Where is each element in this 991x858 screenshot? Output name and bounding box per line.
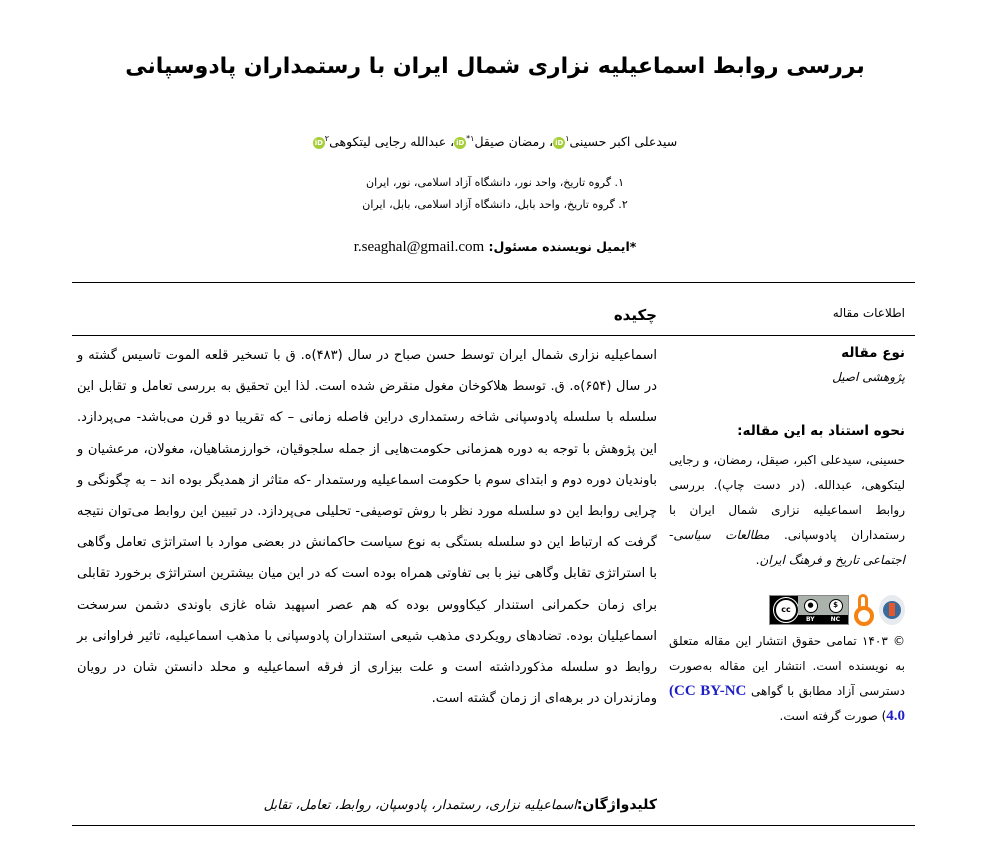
orcid-icon[interactable]: iD bbox=[456, 138, 465, 147]
citation-body: حسینی، سیدعلی اکبر، صیقل، رمضان، و رجایی لیتکوهی، عبدالله. (در دست چاپ). بررسی روابط اسماعیلیه نزاری شمال ایران با رستمداران پادوسپانی. bbox=[669, 453, 906, 542]
author-separator: ، bbox=[545, 134, 554, 150]
orcid-icon[interactable]: iD bbox=[555, 138, 564, 147]
crossmark-circle bbox=[883, 601, 901, 619]
author-name[interactable]: رمضان صیقل bbox=[474, 134, 546, 150]
article-type-value: پژوهشی اصیل bbox=[832, 370, 905, 384]
license-badges bbox=[669, 593, 905, 627]
open-access-icon[interactable] bbox=[853, 594, 875, 626]
affiliation-item: ۲. گروه تاریخ، واحد بابل، دانشگاه آزاد اسلامی، بابل، ایران bbox=[362, 198, 628, 211]
divider-bottom bbox=[72, 825, 915, 826]
orcid-icon[interactable]: iD bbox=[314, 138, 323, 147]
citation-end: . bbox=[755, 553, 760, 567]
cc-icons-strip bbox=[798, 596, 848, 615]
copyright-notice bbox=[669, 629, 905, 729]
author-affiliation-mark: ۱ bbox=[565, 134, 570, 143]
cc-by-person-icon: ● bbox=[804, 599, 818, 613]
keywords bbox=[77, 790, 657, 821]
affiliations bbox=[300, 172, 690, 216]
author-separator: ، bbox=[446, 134, 455, 150]
copyright-text: © ۱۴۰۳ تمامی حقوق انتشار این مقاله متعلق به نویسنده است. انتشار این مقاله به‌صورت دسترسی آزاد مطابق با گواهی bbox=[669, 634, 905, 698]
corresponding-email-label: *ایمیل نویسنده مسئول: bbox=[484, 239, 637, 254]
crossmark-icon[interactable] bbox=[879, 595, 905, 625]
citation-text bbox=[669, 448, 905, 573]
abstract-heading: چکیده bbox=[613, 306, 657, 324]
affiliation-item: ۱. گروه تاریخ، واحد نور، دانشگاه آزاد اسلامی، نور، ایران bbox=[366, 176, 624, 189]
cc-by-nc-badge[interactable] bbox=[769, 595, 849, 625]
author-name[interactable]: عبدالله رجایی لیتکوهی bbox=[329, 134, 447, 150]
cc-nc-label: NC bbox=[830, 616, 840, 623]
article-info-heading: اطلاعات مقاله bbox=[832, 306, 905, 320]
author-affiliation-mark: ۱* bbox=[466, 134, 475, 143]
citation-journal: مطالعات سیاسی-اجتماعی تاریخ و فرهنگ ایران bbox=[669, 528, 905, 567]
corresponding-email[interactable]: r.seaghal@gmail.com bbox=[353, 239, 485, 255]
author-list bbox=[150, 127, 840, 154]
copyright-end: ) صورت گرفته است. bbox=[779, 709, 887, 723]
cc-by-label: BY bbox=[805, 616, 815, 623]
citation-label: نحوه استناد به این مقاله: bbox=[737, 423, 905, 439]
cc-nc-dollar-icon: $ bbox=[829, 599, 843, 613]
keywords-list: اسماعیلیه نزاری، رستمدار، پادوسپان، روابط، تعامل، تقابل bbox=[263, 798, 577, 813]
corresponding-author bbox=[300, 235, 690, 259]
crossmark-bookmark bbox=[889, 603, 895, 616]
article-title: بررسی روابط اسماعیلیه نزاری شمال ایران با رستمداران پادوسپانی bbox=[125, 53, 865, 79]
divider-top bbox=[72, 282, 915, 283]
cc-logo-icon: cc bbox=[774, 598, 798, 622]
abstract-text: اسماعیلیه نزاری شمال ایران توسط حسن صباح در سال (۴۸۳)ه. ق با تسخیر قلعه الموت تاسیس گشته و در سال (۶۵۴)ه. ق. توسط هلاکوخان مغول منقرض شده است. لذا این تحقیق به بررسی تعامل و تقابل این سلسله با سلسله پادوسپانی شاخه رستمداری دراین فاصله زمانی – که تقریبا دو قرن می‌باشد- می‌پردازد. این پژوهش با توجه به دوره همزمانی حکومت‌هایی از جمله سلجوقیان، خوارزمشاهیان، مغولان، مرعشیان و باوندیان دوره دوم و ابتدای سوم با حکومت اسماعیلیه ورستمدار -که متاثر از همدیگر بوده اند – به چگونگی و چرایی روابط این دو سلسله مورد نظر با روش توصیفی- تحلیلی می‌پردازد. در تبیین این روابط می‌توان نتیجه گرفت که ارتباط این دو سلسله بستگی به نوع سیاست حاکمانش در بعضی موارد با استراتژی تعامل وگاهی با استراتژی تقابل وگاهی نیز با بی تفاوتی همراه بوده است که در این میان بیشترین استراتژی برخورد تقابلی برای زمان حکمرانی استندار کیکاووس بوده که هم عصر اسپهبد شاه غازی باوندی دشمن سرسخت اسماعیلیان بوده. تضادهای رویکردی مذهب شیعی استنداران پادوسپانی با مذهب اسماعیلیه، تاثیر فراوانی بر روابط دو سلسله مذکورداشته است و علت بیزاری از فرقه اسماعیلیه و محلد دانستن شان در رویان ومازندران در برهه‌ای از زمان گشته است. bbox=[77, 348, 657, 707]
article-info-sidebar bbox=[669, 340, 905, 729]
cc-labels bbox=[798, 615, 848, 624]
license-link[interactable]: (CC BY-NC 4.0 bbox=[669, 683, 905, 724]
divider-header bbox=[72, 335, 915, 336]
open-access-ring bbox=[854, 606, 874, 626]
author-affiliation-mark: ۲ bbox=[324, 134, 330, 143]
keywords-label: کلیدواژگان: bbox=[576, 797, 657, 813]
article-type-label: نوع مقاله bbox=[841, 345, 905, 361]
author-name[interactable]: سیدعلی اکبر حسینی bbox=[569, 134, 678, 150]
